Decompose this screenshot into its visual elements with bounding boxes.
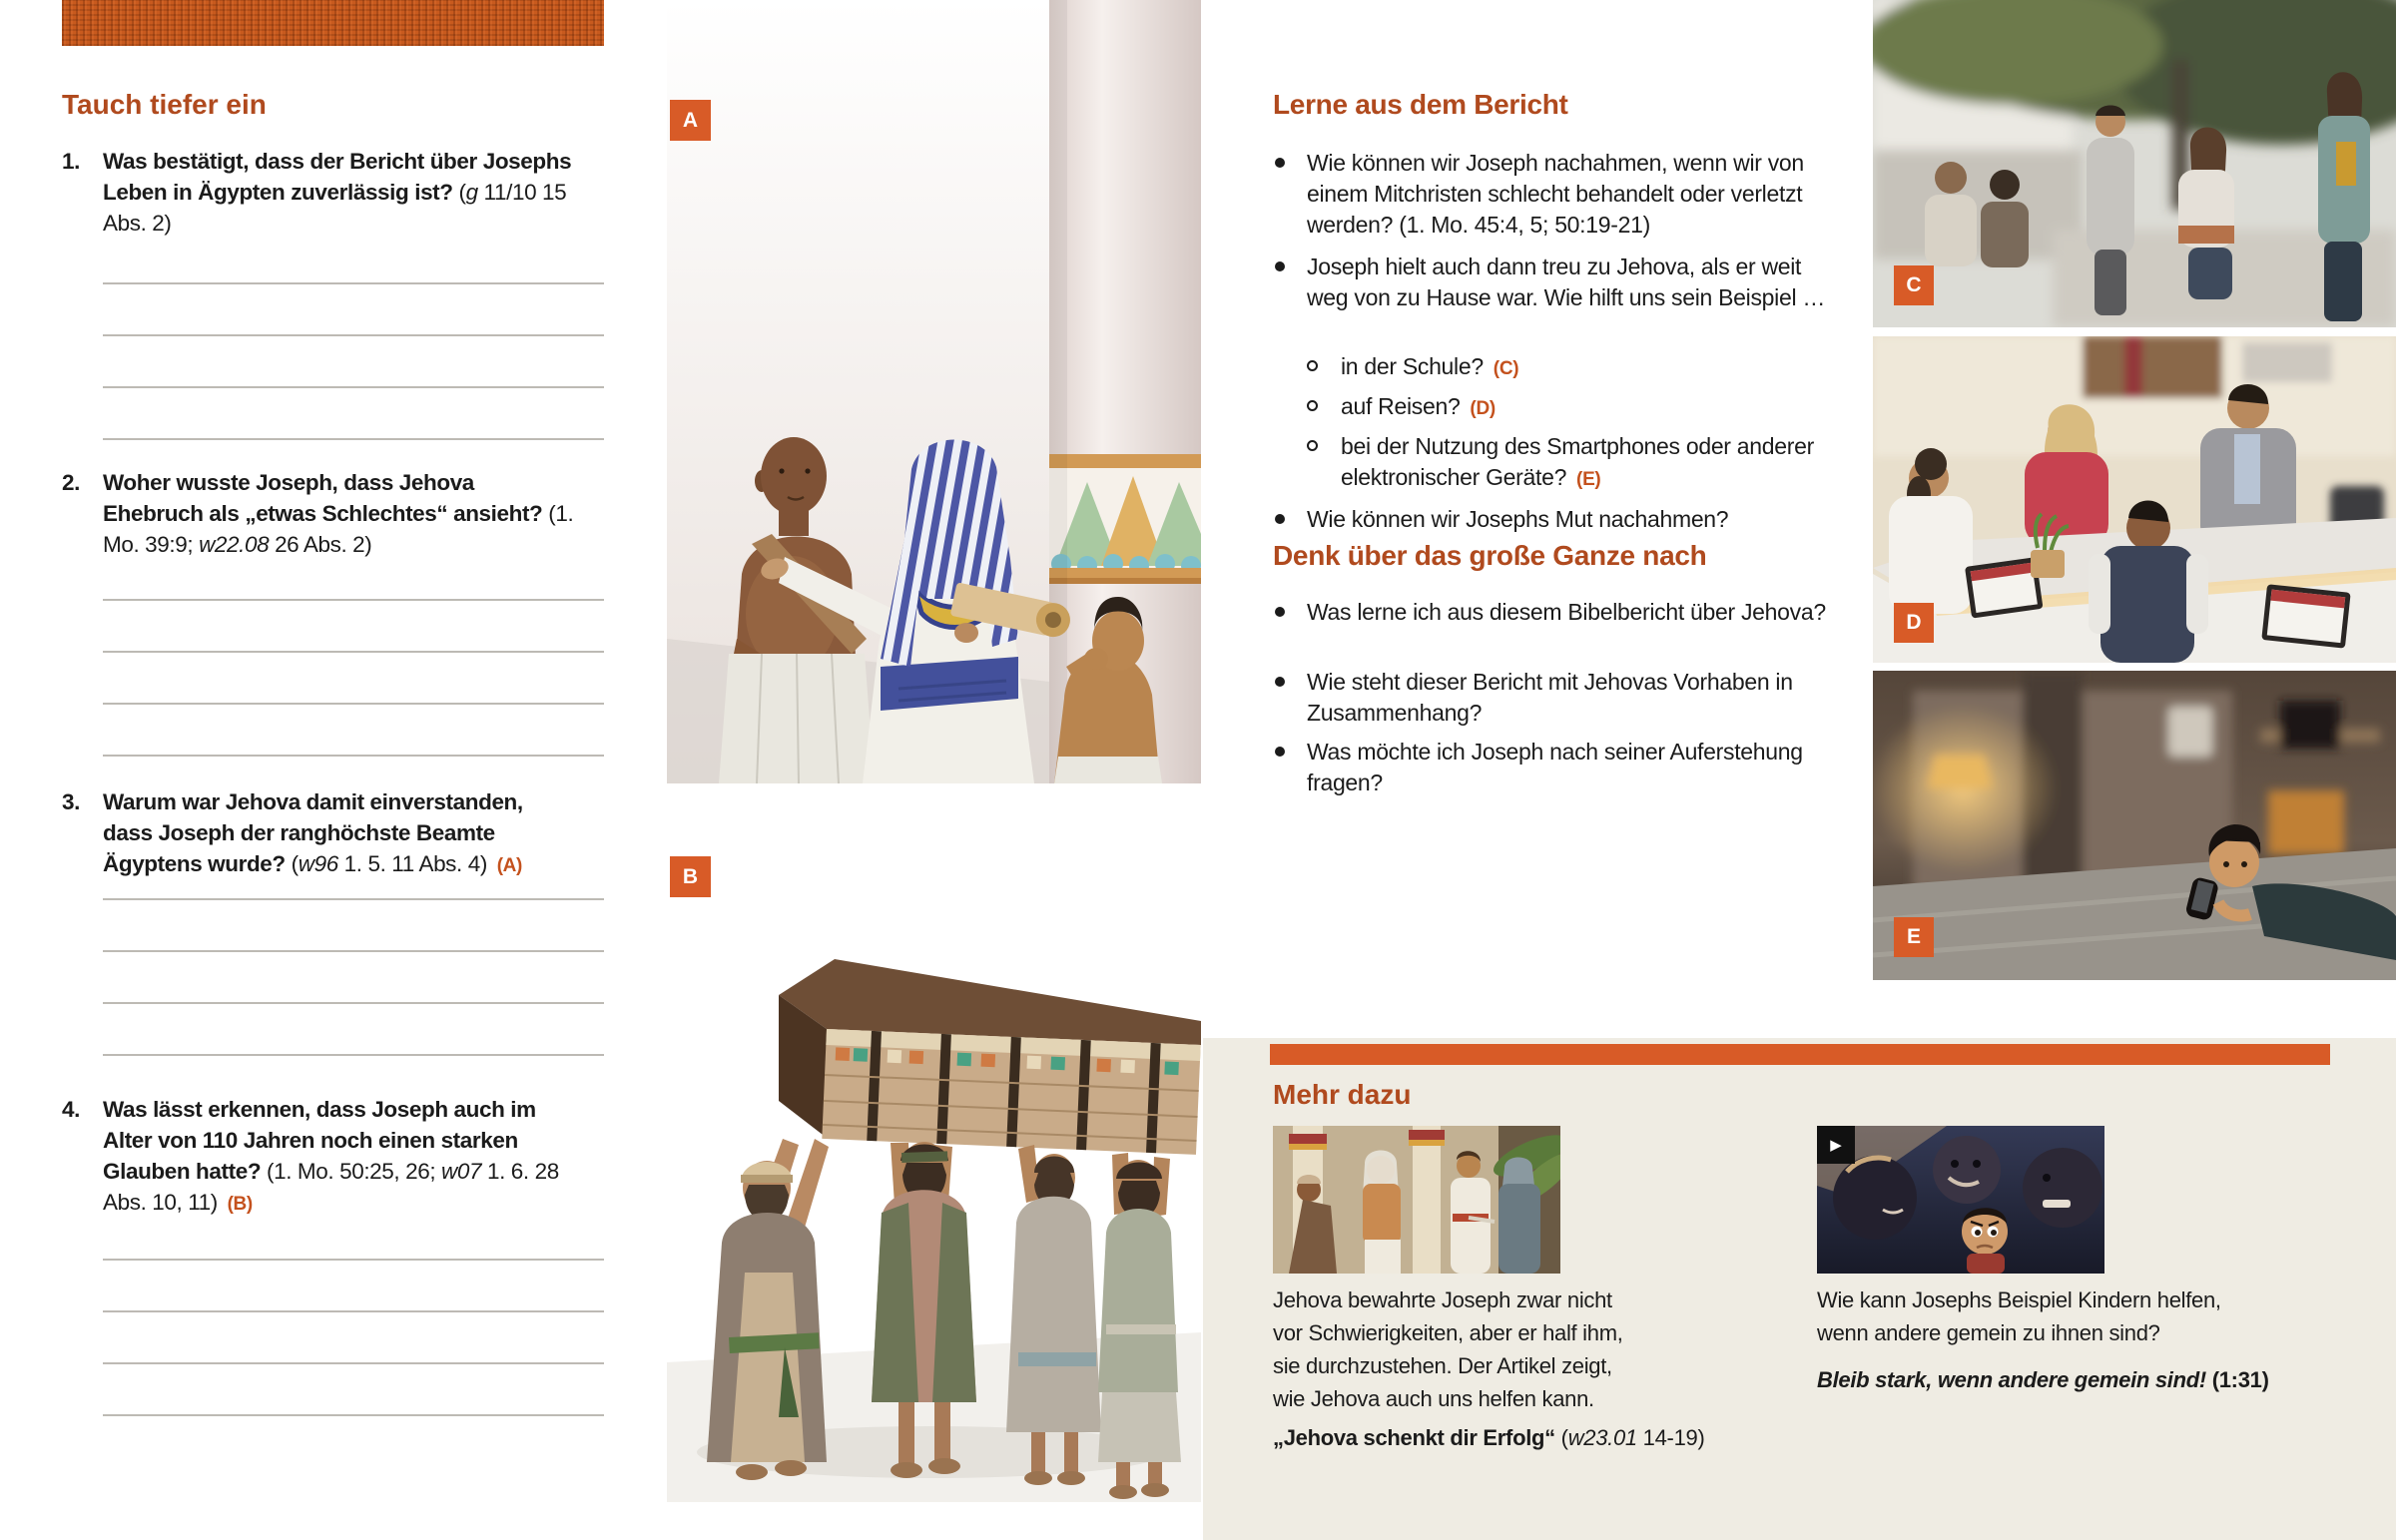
image-label-a: A [670,100,711,141]
answer-line [103,705,604,757]
image-label-e: E [1894,917,1934,957]
learn-bullet-2 [1273,252,1832,313]
photo-e-teen-smartphone [1873,671,2396,980]
question-1 [62,146,577,239]
answer-line [103,1004,604,1056]
answer-lines-q3 [103,848,604,1056]
question-text: Woher wusste Joseph, dass Jehova Ehebruch als „etwas Schlechtes“ ansieht? (1. Mo. 39:9; w22.08 26 Abs. 2) [103,470,574,557]
ponder-bullet-1 [1273,597,1832,628]
figure-carrier-1 [707,1139,829,1480]
photo-d-graphic [1873,336,2396,663]
photo-e-graphic [1873,671,2396,980]
article-title-link[interactable]: „Jehova schenkt dir Erfolg“ (w23.01 14-19) [1273,1425,1705,1450]
bullet-text: Wie steht dieser Bericht mit Jehovas Vorhaben in Zusammenhang? [1307,669,1793,726]
photo-c-school-friends [1873,0,2396,327]
figure-carrier-4 [1098,1153,1181,1499]
answer-line [103,1261,604,1312]
learn-column [1273,0,1832,798]
egypt-scene-graphic [667,0,1201,783]
question-number: 3. [62,789,80,814]
illustration-b-carrying-coffin [667,843,1201,1502]
image-label-d: D [1894,603,1934,643]
question-number: 1. [62,149,80,174]
section-heading-learn: Lerne aus dem Bericht [1273,89,1568,120]
ponder-bullet-3 [1273,737,1832,798]
learn-bullet-3 [1273,504,1832,535]
sub-bullet-ring [1307,360,1318,371]
answer-lines-q2 [103,549,604,757]
bullet-dot [1275,514,1285,524]
bullet-text: Wie können wir Josephs Mut nachahmen? [1307,506,1729,532]
photo-c-graphic [1873,0,2396,327]
question-number: 2. [62,470,80,495]
sub-bullet-ring [1307,400,1318,411]
bullet-dot [1275,677,1285,687]
question-text: Warum war Jehova damit einverstanden, dass Joseph der ranghöchste Beamte Ägyptens wurde? (w96 1. 5. 11 Abs. 4) (A) [103,789,523,876]
answer-line [103,284,604,336]
bully-center [1933,1136,2001,1204]
bullet-dot [1275,607,1285,617]
coffin-scene-graphic [667,843,1201,1502]
video-thumb-graphic [1817,1126,2104,1274]
article-thumb-graphic [1273,1126,1560,1274]
sub-bullet-text: bei der Nutzung des Smartphones oder anderer elektronischer Geräte? (E) [1341,433,1814,490]
learn-bullet-1 [1273,148,1832,241]
video-thumbnail-stay-strong[interactable] [1817,1126,2104,1274]
answer-lines-q4 [103,1209,604,1416]
bullet-dot [1275,747,1285,757]
bullet-dot [1275,158,1285,168]
image-label-c: C [1894,265,1934,305]
photo-d-hotel-reception [1873,336,2396,663]
bullet-text: Was möchte ich Joseph nach seiner Auferstehung fragen? [1307,739,1803,795]
answer-line [103,549,604,601]
question-4 [62,1094,577,1220]
coffin-chest [779,959,1201,1155]
answer-line [103,1312,604,1364]
more-panel-top-bar [1270,1044,2330,1065]
section-heading-more: Mehr dazu [1273,1079,1412,1110]
sub-bullet-text: auf Reisen? (D) [1341,393,1496,419]
bully-left [1833,1156,1917,1240]
article-thumbnail-joseph-court[interactable] [1273,1126,1560,1274]
question-number: 4. [62,1097,80,1122]
sub-bullet-text: in der Schule? (C) [1341,353,1519,379]
question-2 [62,467,577,560]
video-caption: Wie kann Josephs Beispiel Kindern helfen, wenn andere gemein zu ihnen sind? [1817,1287,2221,1345]
illustration-a-joseph-egypt [667,0,1201,783]
bullet-text: Was lerne ich aus diesem Bibelbericht über Jehova? [1307,599,1826,625]
bullet-text: Wie können wir Joseph nachahmen, wenn wir von einem Mitchristen schlecht behandelt oder verletzt werden? (1. Mo. 45:4, 5; 50:19-21) [1307,150,1804,238]
sub-bullet-ring [1307,440,1318,451]
bullet-dot [1275,261,1285,271]
learn-sub-bullet-devices [1307,431,1832,495]
answer-line [103,848,604,900]
bullet-text: Joseph hielt auch dann treu zu Jehova, als er weit weg von zu Hause war. Wie hilft uns sein Beispiel … [1307,254,1826,310]
article-caption: Jehova bewahrte Joseph zwar nicht vor Schwierigkeiten, aber er half ihm, sie durchzustehen. Der Artikel zeigt, wie Jehova auch uns helfen kann. [1273,1287,1623,1411]
answer-line [103,233,604,284]
victim-boy [1962,1208,2008,1274]
answer-line [103,601,604,653]
figure-joseph-vizier [1363,1151,1401,1275]
answer-line [103,388,604,440]
answer-line [103,900,604,952]
answer-line [103,653,604,705]
answer-line [103,1209,604,1261]
play-icon[interactable]: ▶ [1817,1126,1855,1164]
question-text: Was bestätigt, dass der Bericht über Josephs Leben in Ägypten zuverlässig ist? (g 11/10 15 Abs. 2) [103,149,572,236]
learn-sub-bullet-travel [1307,391,1832,424]
ponder-bullet-2 [1273,667,1832,729]
bully-right [2023,1148,2102,1228]
image-label-b: B [670,856,711,897]
answer-lines-q1 [103,233,604,440]
decorative-orange-texture-bar [62,0,604,46]
answer-line [103,952,604,1004]
video-title-link[interactable]: Bleib stark, wenn andere gemein sind! (1:31) [1817,1367,2269,1392]
question-text: Was lässt erkennen, dass Joseph auch im Alter von 110 Jahren noch einen starken Glauben hatte? (1. Mo. 50:25, 26; w07 1. 6. 28 Abs. 10, 11) (B) [103,1097,559,1215]
answer-line [103,1364,604,1416]
section-heading-big-picture: Denk über das große Ganze nach [1273,540,1707,571]
learn-sub-bullet-school [1307,351,1832,384]
answer-line [103,336,604,388]
section-heading-dig-deeper: Tauch tiefer ein [62,89,267,120]
